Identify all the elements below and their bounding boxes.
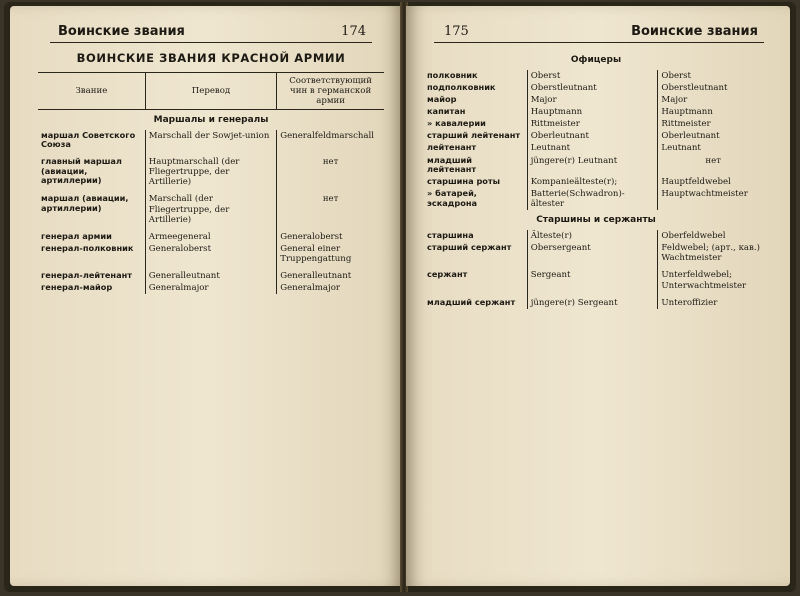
rank-cell: » кавалерии	[427, 118, 486, 129]
equivalent-cell: нет	[277, 193, 384, 225]
table-row	[424, 94, 768, 106]
equivalent-cell: Rittmeister	[658, 118, 768, 130]
left-page-number: 174	[341, 24, 366, 39]
rank-cell: » батарей, эскадрона	[427, 188, 478, 208]
translation-cell: Oberleutnant	[527, 130, 658, 142]
translation-cell: Armeegeneral	[145, 231, 276, 243]
rank-cell: главный маршал (авиации, артиллерии)	[41, 155, 122, 186]
left-page	[10, 6, 402, 586]
table-title: ВОИНСКИЕ ЗВАНИЯ КРАСНОЙ АРМИИ	[76, 51, 346, 65]
left-content	[38, 50, 384, 574]
right-page	[406, 6, 790, 586]
table-row	[424, 70, 768, 82]
translation-cell: Hauptmarschall (der Fliegertruppe, der Artillerie)	[145, 156, 276, 188]
column-header-translation: Перевод	[145, 72, 276, 109]
rank-cell: старший лейтенант	[427, 130, 521, 141]
section-heading-nco: Старшины и сержанты	[536, 215, 656, 226]
translation-cell: Sergeant	[527, 269, 658, 291]
table-row	[424, 130, 768, 142]
column-header-rank: Звание	[38, 72, 145, 109]
rank-cell: младший лейтенант	[427, 154, 477, 175]
rank-cell: старшина роты	[427, 175, 501, 186]
translation-cell: Generalleutnant	[145, 270, 276, 282]
rank-cell: генерал армии	[41, 230, 112, 241]
table-row	[424, 82, 768, 94]
table-row	[38, 156, 384, 188]
column-header-german-equivalent: Соответствующий чин в германской армии	[277, 72, 384, 109]
translation-cell: Marschall (der Fliegertruppe, der Artillerie)	[145, 193, 276, 225]
table-row	[38, 243, 384, 265]
equivalent-cell: General einer Truppengattung	[277, 243, 384, 265]
table-row	[424, 142, 768, 154]
equivalent-cell: Generalfeldmarschall	[277, 130, 384, 151]
open-book	[4, 2, 796, 592]
left-running-title: Воинские звания	[58, 24, 185, 39]
equivalent-cell: Oberstleutnant	[658, 82, 768, 94]
table-row	[38, 130, 384, 151]
equivalent-cell: Oberst	[658, 70, 768, 82]
equivalent-cell: Generalleutnant	[277, 270, 384, 282]
translation-cell: Batterie(Schwadron)-ältester	[527, 188, 658, 210]
right-page-number: 175	[444, 24, 469, 39]
equivalent-cell: Unteroffizier	[658, 297, 768, 309]
table-row	[38, 282, 384, 294]
equivalent-cell: Generaloberst	[277, 231, 384, 243]
section-row	[424, 50, 768, 70]
equivalent-cell: Hauptmann	[658, 106, 768, 118]
equivalent-cell: Oberleutnant	[658, 130, 768, 142]
table-row	[424, 269, 768, 291]
rank-cell: капитан	[427, 106, 466, 117]
table-row	[424, 242, 768, 264]
ranks-table-generals	[38, 72, 384, 295]
translation-cell: Generalmajor	[145, 282, 276, 294]
rank-cell: сержант	[427, 269, 468, 280]
rank-cell: старший сержант	[427, 242, 512, 253]
equivalent-cell: Oberfeldwebel	[658, 230, 768, 242]
equivalent-cell: Hauptwachtmeister	[658, 188, 768, 210]
right-running-title: Воинские звания	[631, 24, 758, 39]
translation-cell: Rittmeister	[527, 118, 658, 130]
equivalent-cell: Leutnant	[658, 142, 768, 154]
rank-cell: генерал-полковник	[41, 242, 134, 253]
table-row	[424, 230, 768, 242]
rank-cell: маршал Советского Союза	[41, 129, 136, 150]
rank-cell: маршал (авиации, артиллерии)	[41, 193, 129, 214]
left-running-head	[50, 20, 372, 43]
ranks-table-officers	[424, 50, 768, 309]
table-row	[424, 106, 768, 118]
translation-cell: jüngere(r) Leutnant	[527, 155, 658, 176]
table-row	[38, 193, 384, 225]
section-heading-officers: Офицеры	[570, 55, 622, 65]
rank-cell: генерал-лейтенант	[41, 270, 132, 281]
rank-cell: полковник	[427, 69, 478, 80]
translation-cell: Kompanieälteste(r);	[527, 176, 658, 188]
table-row	[424, 176, 768, 188]
right-content	[424, 50, 768, 574]
right-running-head	[434, 20, 764, 43]
equivalent-cell: Unterfeldwebel; Unterwachtmeister	[658, 269, 768, 291]
rank-cell: старшина	[427, 229, 474, 240]
translation-cell: jüngere(r) Sergeant	[527, 297, 658, 309]
equivalent-cell: Hauptfeldwebel	[658, 176, 768, 188]
table-row	[38, 270, 384, 282]
translation-cell: Major	[527, 94, 658, 106]
table-row	[424, 188, 768, 210]
translation-cell: Oberst	[527, 70, 658, 82]
equivalent-cell: Generalmajor	[277, 282, 384, 294]
equivalent-cell: нет	[277, 156, 384, 188]
translation-cell: Oberstleutnant	[527, 82, 658, 94]
equivalent-cell: Major	[658, 94, 768, 106]
table-row	[424, 297, 768, 309]
translation-cell: Marschall der Sowjet-union	[145, 130, 276, 151]
rank-cell: младший сержант	[427, 296, 516, 307]
translation-cell: Obersergeant	[527, 242, 658, 264]
translation-cell: Älteste(r)	[527, 230, 658, 242]
section-heading-generals: Маршалы и генералы	[153, 114, 269, 125]
translation-cell: Generaloberst	[145, 243, 276, 265]
rank-cell: подполковник	[427, 81, 496, 92]
equivalent-cell: Feldwebel; (арт., кав.) Wachtmeister	[658, 242, 768, 264]
equivalent-cell: нет	[658, 155, 768, 176]
table-row	[38, 231, 384, 243]
rank-cell: генерал-майор	[41, 282, 113, 293]
translation-cell: Hauptmann	[527, 106, 658, 118]
table-row	[424, 118, 768, 130]
section-row	[424, 210, 768, 230]
table-row	[424, 155, 768, 176]
table-header-row	[38, 72, 384, 109]
translation-cell: Leutnant	[527, 142, 658, 154]
rank-cell: лейтенант	[427, 142, 477, 153]
section-row	[38, 109, 384, 129]
rank-cell: майор	[427, 93, 457, 104]
